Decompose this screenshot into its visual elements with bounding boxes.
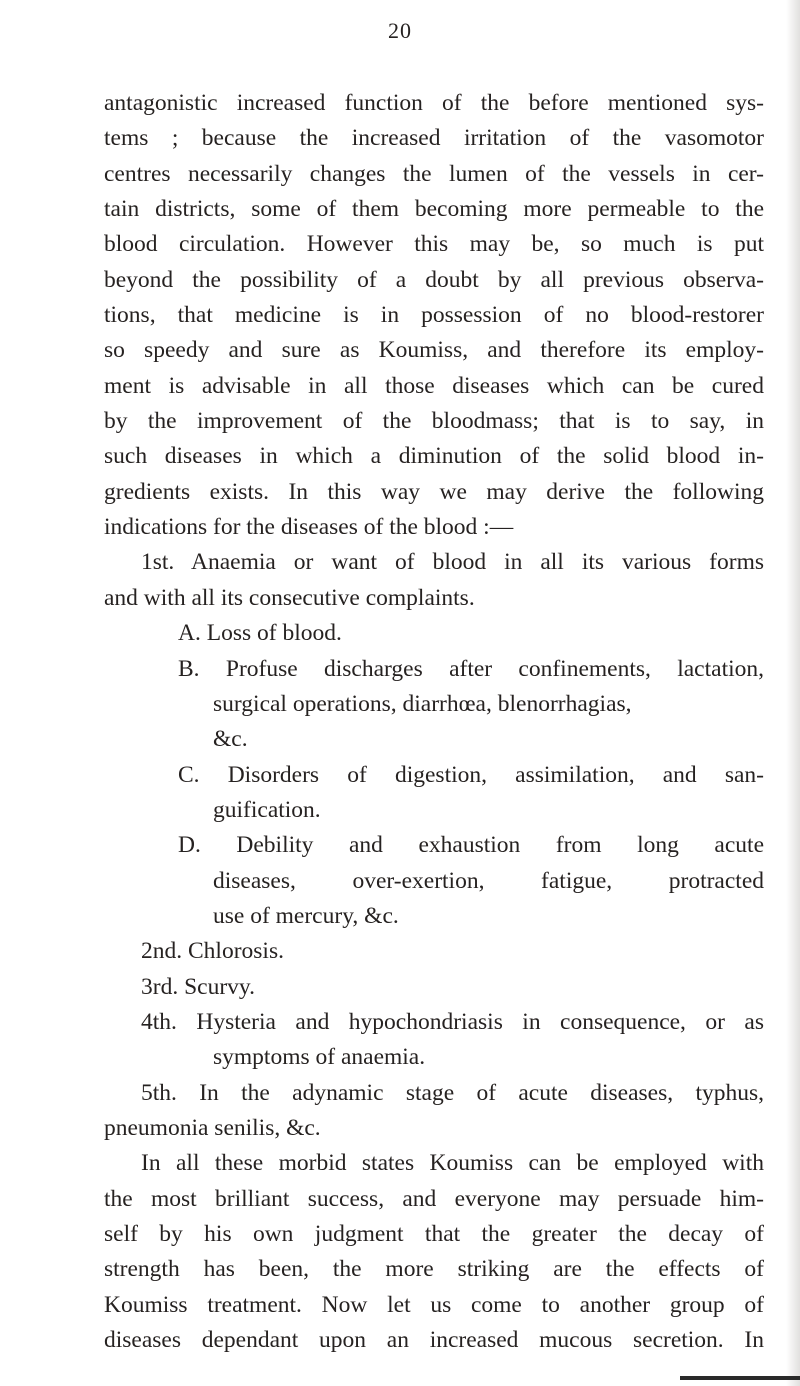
sub-list-item-continued: diseases, over-exertion, fatigue, protracted bbox=[213, 867, 764, 894]
text-line: tions, that medicine is in possession of no blood-restorer bbox=[104, 302, 764, 329]
text-line: and with all its consecutive complaints. bbox=[104, 584, 475, 611]
text-line: centres necessarily changes the lumen of the vessels in cer- bbox=[104, 160, 764, 187]
text-line: the most brilliant success, and everyone may persuade him- bbox=[104, 1185, 764, 1212]
text-line: tems ; because the increased irritation of the vasomotor bbox=[104, 125, 764, 152]
text-line: self by his own judgment that the greater the decay of bbox=[104, 1221, 764, 1247]
text-line: blood circulation. However this may be, so much is put bbox=[104, 231, 764, 258]
sub-list-item-continued: surgical operations, diarrhœa, blenorrhagias, bbox=[213, 690, 632, 717]
list-item-continued: symptoms of anaemia. bbox=[213, 1044, 426, 1071]
paragraph-start: In all these morbid states Koumiss can be employed with bbox=[141, 1150, 764, 1177]
text-line: pneumonia senilis, &c. bbox=[104, 1114, 321, 1141]
text-line: by the improvement of the bloodmass; that is to say, in bbox=[104, 408, 764, 435]
list-item-heading: 1st. Anaemia or want of blood in all its various forms bbox=[141, 549, 764, 576]
text-line: tain districts, some of them becoming more permeable to the bbox=[104, 196, 764, 223]
list-item-heading: 4th. Hysteria and hypochondriasis in consequence, or as bbox=[141, 1008, 764, 1035]
sub-list-item: D. Debility and exhaustion from long acute bbox=[178, 832, 764, 859]
sub-list-item: B. Profuse discharges after confinements, lactation, bbox=[178, 655, 764, 682]
sub-list-item-continued: &c. bbox=[213, 726, 248, 753]
text-line: indications for the diseases of the blood :— bbox=[104, 514, 514, 541]
text-line: so speedy and sure as Koumiss, and therefore its employ- bbox=[104, 337, 764, 364]
text-line: strength has been, the more striking are the effects of bbox=[104, 1256, 764, 1283]
text-line: gredients exists. In this way we may derive the following bbox=[104, 478, 764, 505]
sub-list-item: A. Loss of blood. bbox=[178, 620, 342, 647]
sub-list-item-continued: guification. bbox=[213, 796, 321, 823]
list-item-heading: 5th. In the adynamic stage of acute diseases, typhus, bbox=[141, 1079, 764, 1106]
page-number: 20 bbox=[388, 18, 412, 43]
text-line: diseases dependant upon an increased mucous secretion. In bbox=[104, 1327, 764, 1354]
text-line: antagonistic increased function of the before mentioned sys- bbox=[104, 90, 764, 116]
list-item-heading: 2nd. Chlorosis. bbox=[141, 938, 284, 965]
text-line: ment is advisable in all those diseases which can be cured bbox=[104, 372, 764, 399]
text-line: Koumiss treatment. Now let us come to another group of bbox=[104, 1291, 764, 1318]
sub-list-item-continued: use of mercury, &c. bbox=[213, 902, 399, 929]
body-text bbox=[104, 86, 764, 1358]
sub-list-item: C. Disorders of digestion, assimilation, and san- bbox=[178, 761, 764, 788]
text-line: such diseases in which a diminution of the solid blood in- bbox=[104, 443, 764, 470]
list-item-heading: 3rd. Scurvy. bbox=[141, 973, 256, 1000]
bottom-rule bbox=[680, 1376, 800, 1380]
page-edge-shadow bbox=[786, 0, 800, 1386]
text-line: beyond the possibility of a doubt by all previous observa- bbox=[104, 266, 764, 293]
